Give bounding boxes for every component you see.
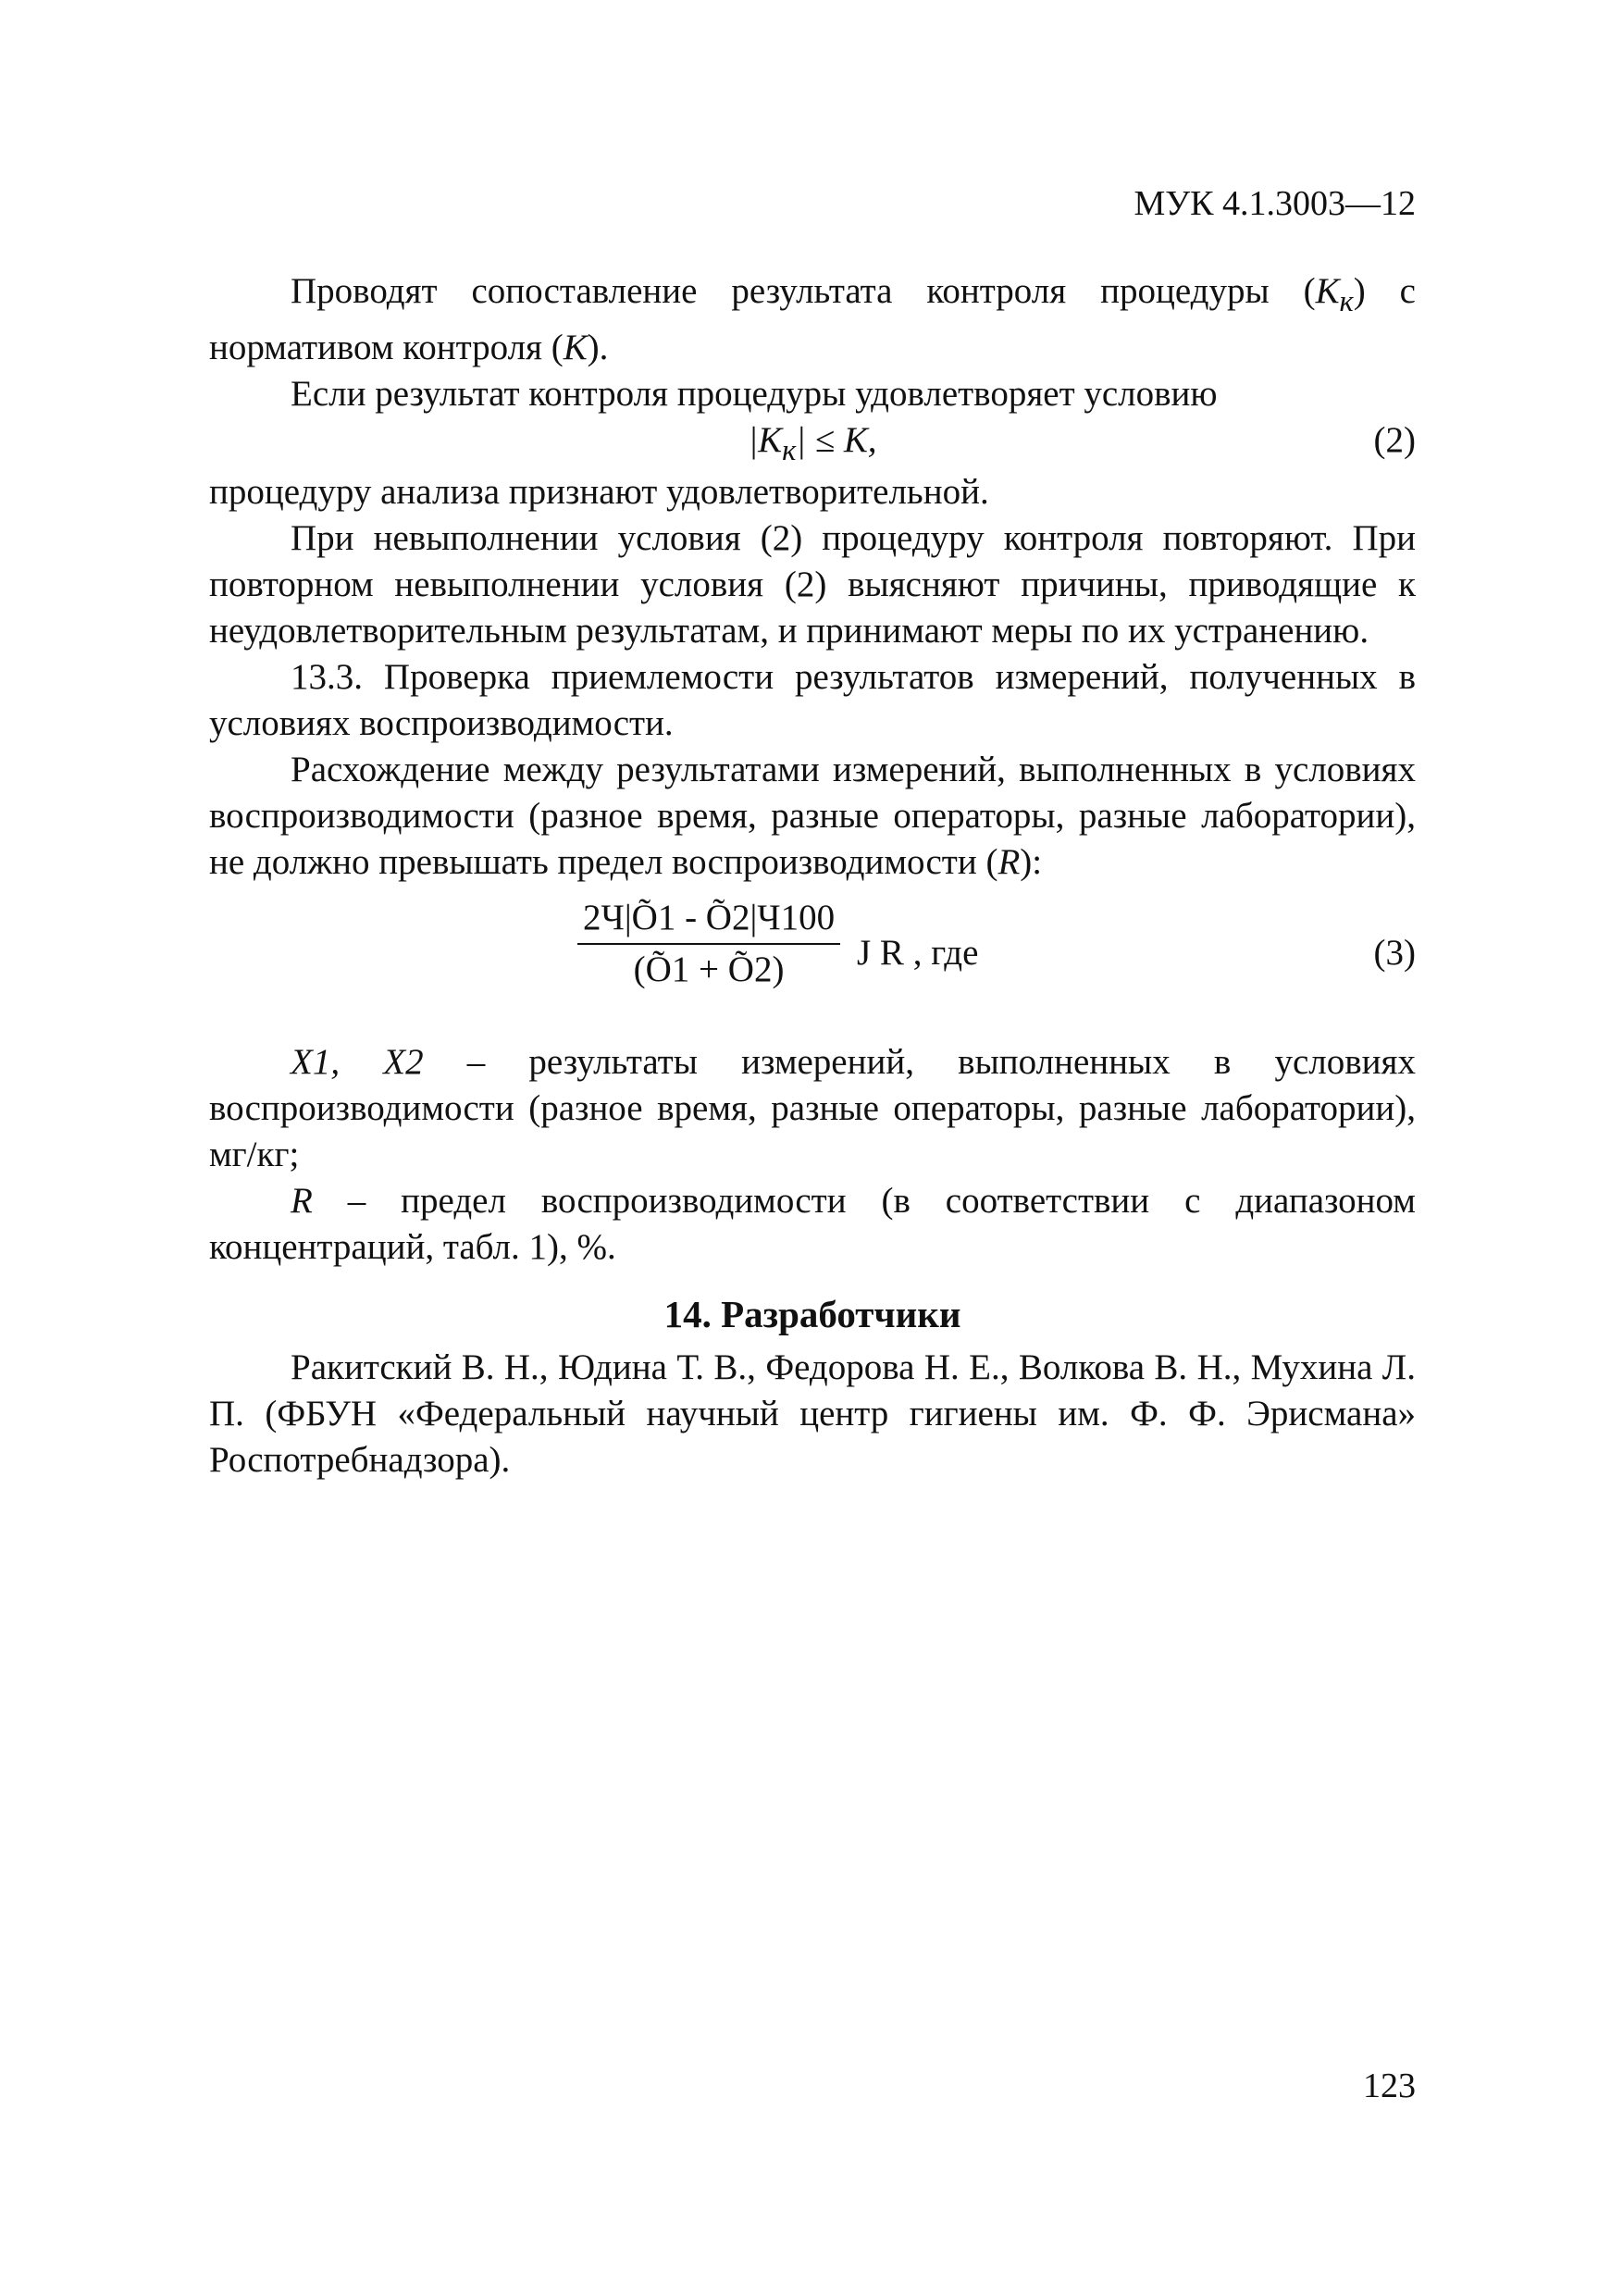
equation-3-denominator: (Õ1 + Õ2) (633, 949, 785, 989)
fraction-bar (577, 943, 840, 945)
paragraph-authors: Ракитский В. Н., Юдина Т. В., Федорова Н. Е., Волкова В. Н., Мухина Л. П. (ФБУН «Федеральный научный центр гигиены им. Ф. Ф. Эрисмана» Роспотребнадзора). (209, 1347, 1416, 1480)
paragraph-repeat-control: При невыполнении условия (2) процедуру контроля повторяют. При повторном невыполнении условия (2) выясняют причины, приводящие к неудовлетворительным результатам, и принимают меры по их устранению. (209, 517, 1416, 651)
paragraph-13-3: 13.3. Проверка приемлемости результатов измерений, полученных в условиях воспроизводимости. (209, 656, 1416, 743)
equation-3-comparison: J R , где (857, 932, 979, 973)
section-title: 14. Разработчики (663, 1292, 961, 1335)
equation-2-body: $|К_к| \le К$, (748, 419, 877, 467)
equation-2-number: (2) (1373, 419, 1416, 460)
equation-3-numerator: 2Ч|Õ1 - Õ2|Ч100 (583, 897, 836, 937)
definition-x1-x2: X1, X2 – результаты измерений, выполненных в условиях воспроизводимости (разное время, разные операторы, разные лаборатории), мг/кг; (209, 1041, 1416, 1174)
paragraph-condition: Если результат контроля процедуры удовлетворяет условию (291, 373, 1218, 414)
equation-3-number: (3) (1373, 932, 1416, 973)
page-number: 123 (1363, 2066, 1416, 2105)
equation-3-fraction (577, 895, 840, 993)
equation-3 (209, 889, 1416, 1028)
document-code-header: МУК 4.1.3003—12 (1134, 184, 1416, 223)
definition-r: R – предел воспроизводимости (в соответствии с диапазоном концентраций, табл. 1), %. (209, 1180, 1416, 1267)
paragraph-satisfactory: процедуру анализа признают удовлетворительной. (209, 471, 989, 512)
paragraph-comparison: Проводят сопоставление результата контроля процедуры $(К_к)$ с нормативом контроля (К). (209, 271, 1416, 367)
paragraph-discrepancy: Расхождение между результатами измерений, выполненных в условиях воспроизводимости (разное время, разные операторы, разные лаборатории), не должно превышать предел воспроизводимости (R): (209, 749, 1416, 882)
page-body (209, 268, 1416, 1483)
equation-2 (209, 417, 1416, 469)
